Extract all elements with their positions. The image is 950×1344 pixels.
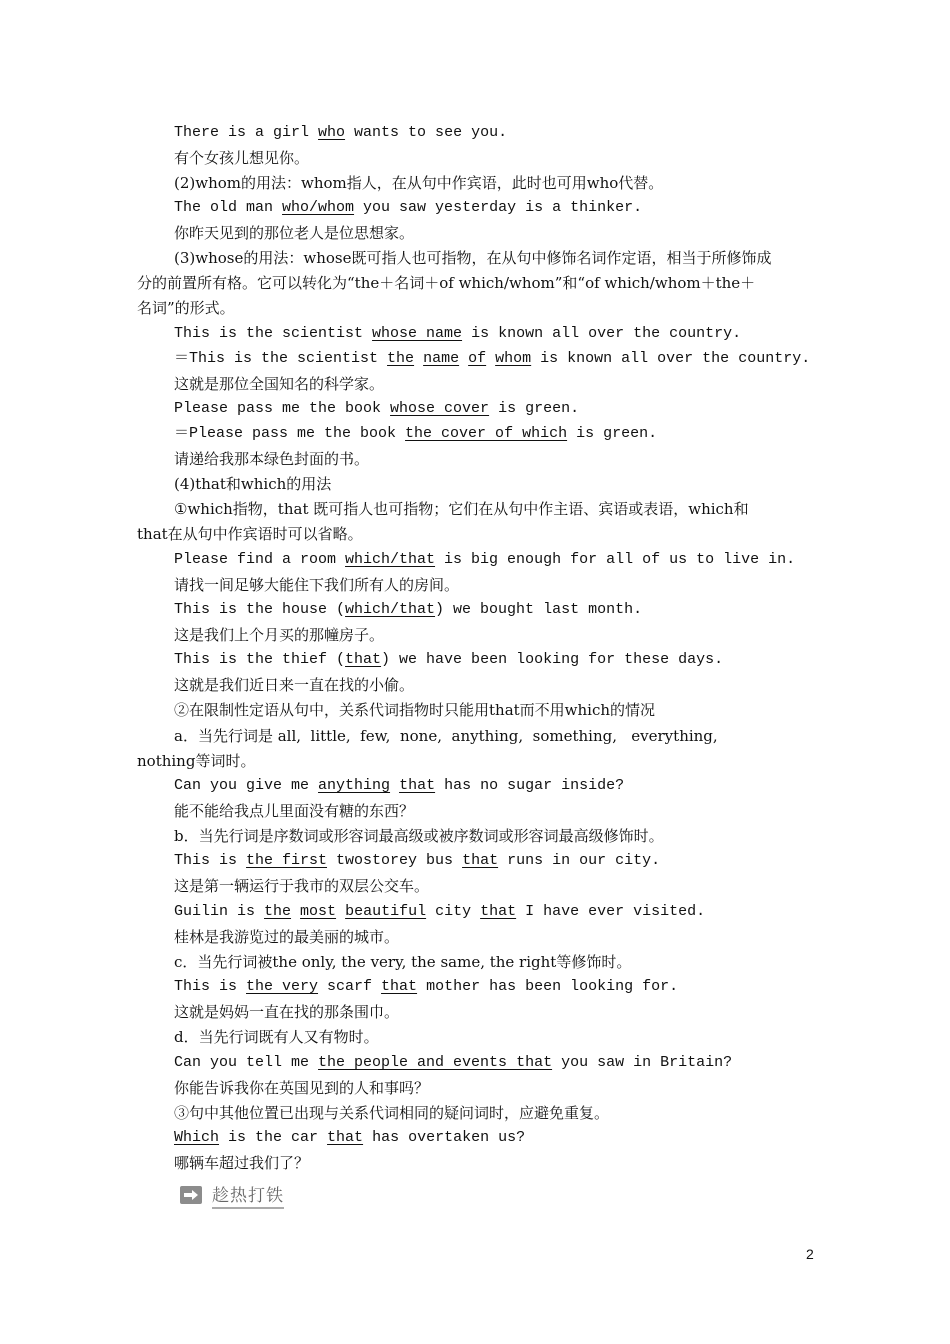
rule-heading-whom: (2)whom的用法：whom指人，在从句中作宾语，此时也可用who代替。 [174,174,664,192]
example-sentence: The old man who/whom you saw yesterday is a thinker. [174,199,643,216]
rule-text: ①which指物，that 既可指人也可指物；它们在从句中作主语、宾语或表语，which和 [174,500,749,518]
rule-text: b．当先行词是序数词或形容词最高级或被序数词或形容词最高级修饰时。 [174,827,664,845]
rule-text: ③句中其他位置已出现与关系代词相同的疑问词时，应避免重复。 [174,1104,610,1122]
translation: 这就是我们近日来一直在找的小偷。 [174,676,415,694]
example-sentence: ＝This is the scientist the name of whom is known all over the country. [174,350,811,367]
section-banner [180,1182,284,1208]
rule-text: d．当先行词既有人又有物时。 [174,1028,379,1046]
translation: 请递给我那本绿色封面的书。 [174,450,370,468]
banner-label: 趁热打铁 [212,1181,284,1209]
example-sentence: Guilin is the most beautiful city that I have ever visited. [174,903,706,920]
translation: 能不能给我点儿里面没有糖的东西？ [174,802,415,820]
example-sentence: Can you tell me the people and events that you saw in Britain? [174,1054,733,1071]
rule-heading-that-which: (4)that和which的用法 [174,475,332,493]
example-sentence: This is the house (which/that) we bought last month. [174,601,643,618]
rule-text: 名词”的形式。 [137,299,235,317]
translation: 这就是那位全国知名的科学家。 [174,375,385,393]
arrow-right-icon [180,1186,202,1204]
rule-text: a．当先行词是 all, little, few, none, anything, something, everything, [174,727,718,745]
translation: 桂林是我游览过的最美丽的城市。 [174,928,400,946]
translation: 你昨天见到的那位老人是位思想家。 [174,224,415,242]
translation: 有个女孩儿想见你。 [174,149,310,167]
page-number: 2 [806,1246,814,1262]
example-sentence: ＝Please pass me the book the cover of which is green. [174,425,658,442]
translation: 这是我们上个月买的那幢房子。 [174,626,385,644]
rule-text: c．当先行词被the only, the very, the same, the right等修饰时。 [174,953,632,971]
example-sentence: Which is the car that has overtaken us? [174,1129,526,1146]
example-sentence: This is the thief (that) we have been looking for these days. [174,651,724,668]
example-sentence: Please find a room which/that is big enough for all of us to live in. [174,551,796,568]
example-sentence: This is the very scarf that mother has been looking for. [174,978,679,995]
example-sentence: Please pass me the book whose cover is green. [174,400,580,417]
example-sentence: There is a girl who wants to see you. [174,124,508,141]
example-sentence: This is the scientist whose name is known all over the country. [174,325,742,342]
translation: 这就是妈妈一直在找的那条围巾。 [174,1003,400,1021]
translation: 哪辆车超过我们了？ [174,1154,310,1172]
translation: 请找一间足够大能住下我们所有人的房间。 [174,576,460,594]
translation: 这是第一辆运行于我市的双层公交车。 [174,877,430,895]
rule-heading-whose: (3)whose的用法：whose既可指人也可指物，在从句中修饰名词作定语，相当于所修饰成 [174,249,772,267]
example-sentence: Can you give me anything that has no sugar inside? [174,777,625,794]
rule-text: ②在限制性定语从句中，关系代词指物时只能用that而不用which的情况 [174,701,656,719]
rule-text: nothing等词时。 [137,752,256,770]
rule-text: 分的前置所有格。它可以转化为“the＋名词＋of which/whom”和“of which/whom＋the＋ [137,274,756,292]
rule-text: that在从句中作宾语时可以省略。 [137,525,363,543]
example-sentence: This is the first twostorey bus that runs in our city. [174,852,661,869]
translation: 你能告诉我你在英国见到的人和事吗？ [174,1079,430,1097]
